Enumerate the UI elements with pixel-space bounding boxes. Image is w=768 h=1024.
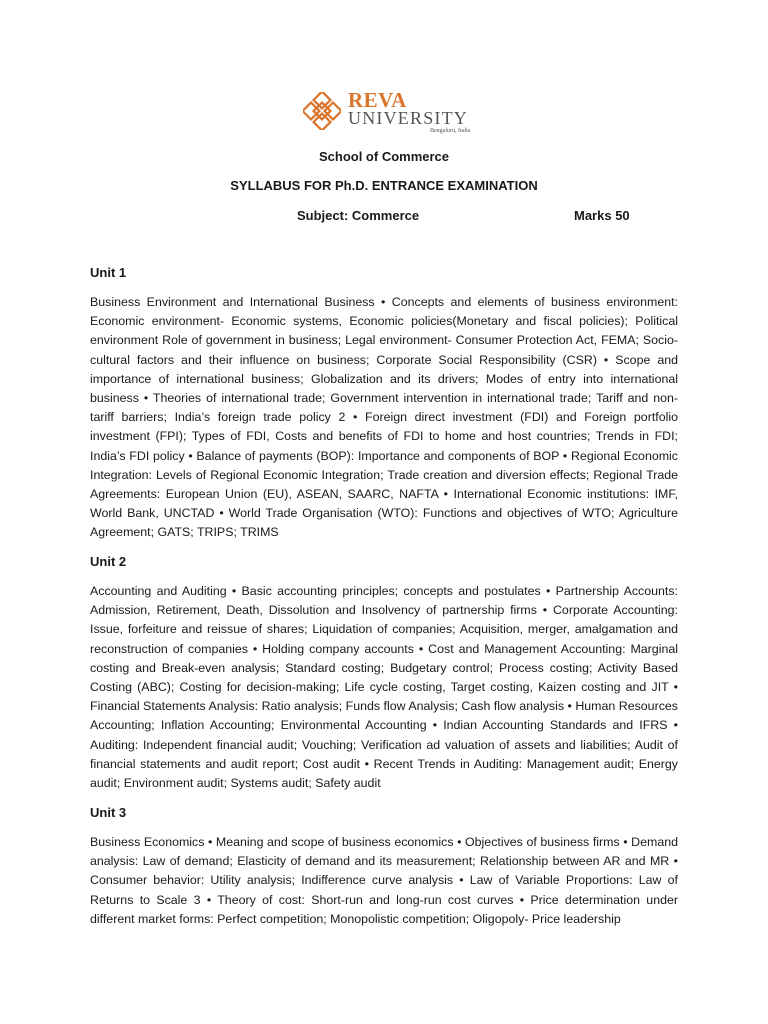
- unit-body: Business Environment and International Business • Concepts and elements of business environment: Economic environment- Economic systems, Economic policies(Monetary and fiscal policies); Political environment Role of government in business; Legal environment- Consumer Protection Act, FEMA; Socio-cultural factors and their influence on business; Corporate Social Responsibility (CSR) • Scope and importance of international business; Globalization and its drivers; Modes of entry into international business • Theories of international trade; Government intervention in international trade; Tariff and non-tariff barriers; India’s foreign trade policy 2 • Foreign direct investment (FDI) and Foreign portfolio investment (FPI); Types of FDI, Costs and benefits of FDI to home and host countries; Trends in FDI; India’s FDI policy • Balance of payments (BOP): Importance and components of BOP • Regional Economic Integration: Levels of Regional Economic Integration; Trade creation and diversion effects; Regional Trade Agreements: European Union (EU), ASEAN, SAARC, NAFTA • International Economic institutions: IMF, World Bank, UNCTAD • World Trade Organisation (WTO): Functions and objectives of WTO; Agriculture Agreement; GATS; TRIPS; TRIMS: [90, 295, 678, 540]
- knot-logo-icon: [303, 92, 341, 130]
- unit-heading: Unit 3: [90, 805, 127, 820]
- logo-name: REVA: [348, 88, 407, 112]
- unit-heading: Unit 2: [90, 554, 127, 569]
- subject-label: Subject: Commerce: [297, 208, 420, 223]
- marks-label: Marks 50: [574, 208, 630, 223]
- document-title: SYLLABUS FOR Ph.D. ENTRANCE EXAMINATION: [230, 178, 538, 193]
- university-logo: [303, 88, 473, 138]
- school-name: School of Commerce: [318, 149, 450, 164]
- unit-body: Business Economics • Meaning and scope of business economics • Objectives of business firms • Demand analysis: Law of demand; Elasticity of demand and its measurement; Relationship between AR and MR • Consumer behavior: Utility analysis; Indifference curve analysis • Law of Variable Proportions: Law of Returns to Scale 3 • Theory of cost: Short-run and long-run cost curves • Price determination under different market forms: Perfect competition; Monopolistic competition; Oligopoly- Price leadership: [90, 835, 678, 926]
- unit-heading: Unit 1: [90, 265, 127, 280]
- logo-subtitle: UNIVERSITY: [348, 108, 468, 128]
- unit-body: Accounting and Auditing • Basic accounting principles; concepts and postulates • Partnership Accounts: Admission, Retirement, Death, Dissolution and Insolvency of partnership firms • Corporate Accounting: Issue, forfeiture and reissue of shares; Liquidation of companies; Acquisition, merger, amalgamation and reconstruction of companies • Holding company accounts • Cost and Management Accounting: Marginal costing and Break-even analysis; Standard costing; Budgetary control; Process costing; Activity Based Costing (ABC); Costing for decision-making; Life cycle costing, Target costing, Kaizen costing and JIT • Financial Statements Analysis: Ratio analysis; Funds flow Analysis; Cash flow analysis • Human Resources Accounting; Inflation Accounting; Environmental Accounting • Indian Accounting Standards and IFRS • Auditing: Independent financial audit; Vouching; Verification ad valuation of assets and liabilities; Audit of financial statements and audit report; Cost audit • Recent Trends in Auditing: Management audit; Energy audit; Environment audit; Systems audit; Safety audit: [90, 584, 678, 791]
- logo-city: Bengaluru, India: [430, 128, 471, 134]
